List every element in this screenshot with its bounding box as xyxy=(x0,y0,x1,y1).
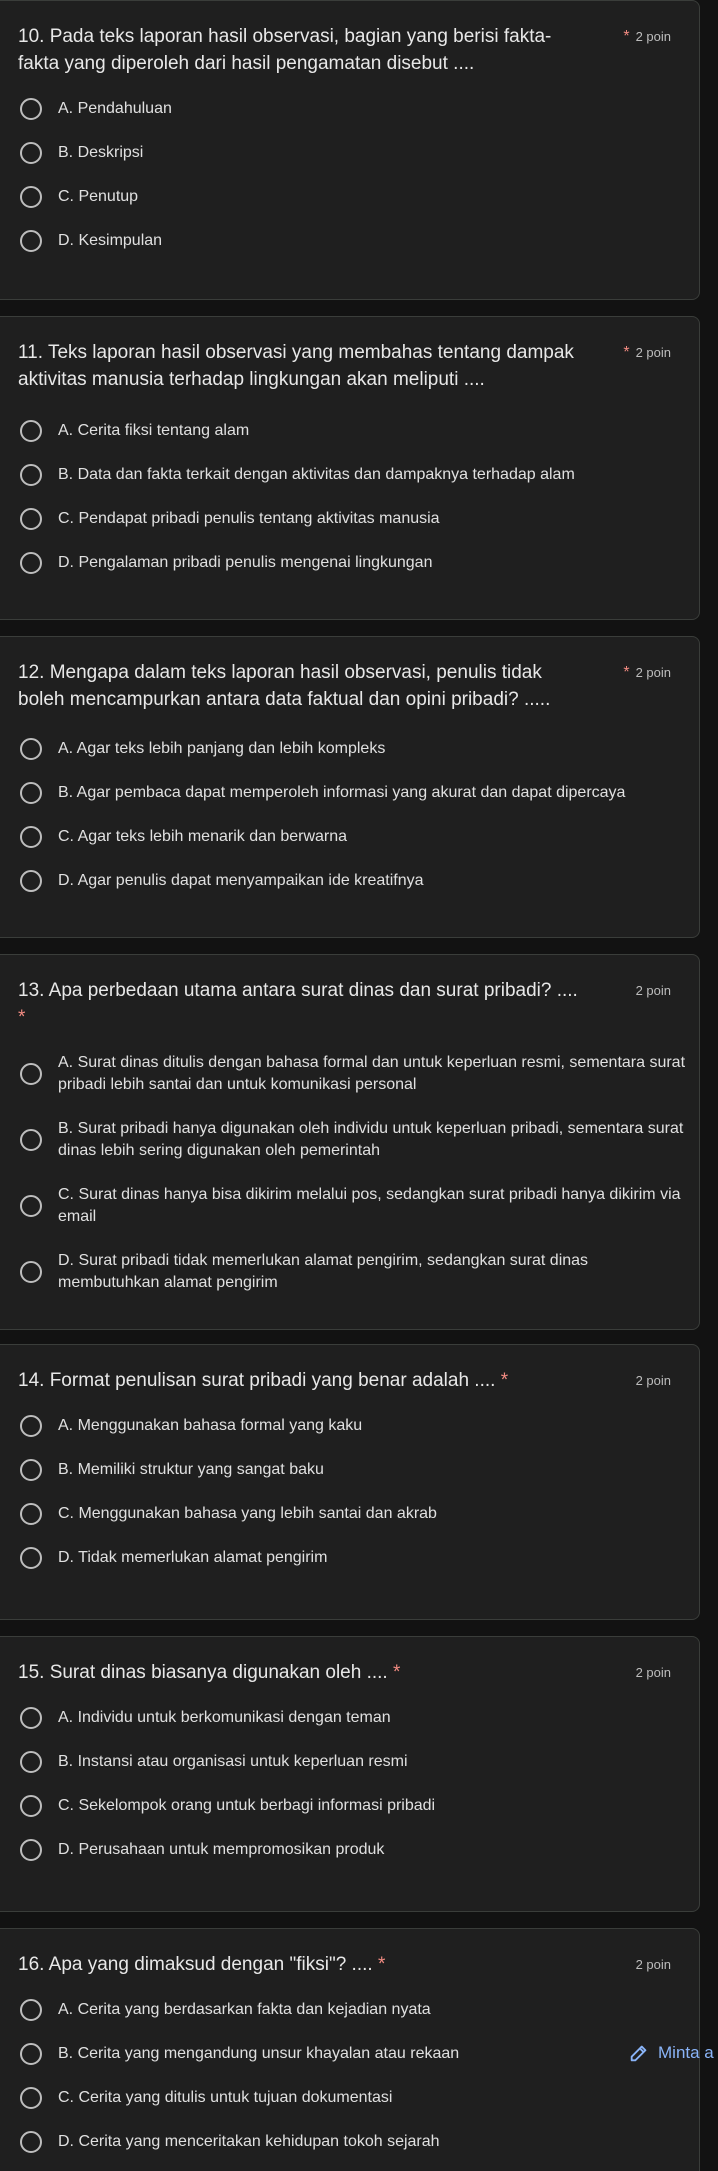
option-13-b[interactable]: B. Surat pribadi hanya digunakan oleh individu untuk keperluan pribadi, sementara surat dinas lebih sering digunakan oleh pemerintah xyxy=(0,1107,699,1173)
radio-icon[interactable] xyxy=(20,1195,42,1217)
option-12-b[interactable]: B. Agar pembaca dapat memperoleh informasi yang akurat dan dapat dipercaya xyxy=(0,771,699,815)
question-card-13 xyxy=(0,954,700,1330)
radio-icon[interactable] xyxy=(20,1063,42,1085)
radio-icon[interactable] xyxy=(20,782,42,804)
radio-icon[interactable] xyxy=(20,98,42,120)
option-13-c[interactable]: C. Surat dinas hanya bisa dikirim melalui pos, sedangkan surat pribadi hanya dikirim via email xyxy=(0,1173,699,1239)
option-10-a[interactable]: A. Pendahuluan xyxy=(0,87,699,131)
option-12-c[interactable]: C. Agar teks lebih menarik dan berwarna xyxy=(0,815,699,859)
radio-icon[interactable] xyxy=(20,2131,42,2153)
radio-icon[interactable] xyxy=(20,1261,42,1283)
radio-icon[interactable] xyxy=(20,1129,42,1151)
question-title-13: 13. Apa perbedaan utama antara surat dinas dan surat pribadi? .... * xyxy=(18,980,578,1028)
question-title-15: 15. Surat dinas biasanya digunakan oleh .... * xyxy=(18,1662,401,1683)
question-card-10 xyxy=(0,0,700,300)
radio-icon[interactable] xyxy=(20,1415,42,1437)
radio-icon[interactable] xyxy=(20,2043,42,2065)
question-card-16 xyxy=(0,1928,700,2171)
radio-icon[interactable] xyxy=(20,1999,42,2021)
option-15-a[interactable]: A. Individu untuk berkomunikasi dengan teman xyxy=(0,1696,699,1740)
option-16-d[interactable]: D. Cerita yang menceritakan kehidupan tokoh sejarah xyxy=(0,2120,699,2164)
option-14-b[interactable]: B. Memiliki struktur yang sangat baku xyxy=(0,1448,699,1492)
option-16-a[interactable]: A. Cerita yang berdasarkan fakta dan kejadian nyata xyxy=(0,1988,699,2032)
radio-icon[interactable] xyxy=(20,142,42,164)
radio-icon[interactable] xyxy=(20,1795,42,1817)
option-11-b[interactable]: B. Data dan fakta terkait dengan aktivitas dan dampaknya terhadap alam xyxy=(0,453,699,497)
question-card-11 xyxy=(0,316,700,620)
radio-icon[interactable] xyxy=(20,420,42,442)
option-11-a[interactable]: A. Cerita fiksi tentang alam xyxy=(0,409,699,453)
option-16-b[interactable]: B. Cerita yang mengandung unsur khayalan atau rekaan xyxy=(0,2032,699,2076)
option-10-b[interactable]: B. Deskripsi xyxy=(0,131,699,175)
question-title-12: 12. Mengapa dalam teks laporan hasil observasi, penulis tidak boleh mencampurkan antara data faktual dan opini pribadi? ..... xyxy=(18,662,551,710)
radio-icon[interactable] xyxy=(20,1459,42,1481)
radio-icon[interactable] xyxy=(20,186,42,208)
question-card-14 xyxy=(0,1344,700,1620)
radio-icon[interactable] xyxy=(20,870,42,892)
ask-button-label: Minta a xyxy=(658,2043,714,2062)
option-16-c[interactable]: C. Cerita yang ditulis untuk tujuan dokumentasi xyxy=(0,2076,699,2120)
option-10-c[interactable]: C. Penutup xyxy=(0,175,699,219)
radio-icon[interactable] xyxy=(20,738,42,760)
option-11-d[interactable]: D. Pengalaman pribadi penulis mengenai lingkungan xyxy=(0,541,699,585)
points-10: * 2 poin xyxy=(623,28,671,45)
option-10-d[interactable]: D. Kesimpulan xyxy=(0,219,699,263)
radio-icon[interactable] xyxy=(20,1839,42,1861)
question-title-16: 16. Apa yang dimaksud dengan "fiksi"? .... * xyxy=(18,1954,386,1975)
option-15-c[interactable]: C. Sekelompok orang untuk berbagi informasi pribadi xyxy=(0,1784,699,1828)
option-11-c[interactable]: C. Pendapat pribadi penulis tentang aktivitas manusia xyxy=(0,497,699,541)
radio-icon[interactable] xyxy=(20,508,42,530)
ask-button[interactable] xyxy=(628,2042,714,2064)
points-11: * 2 poin xyxy=(623,344,671,361)
points-15: 2 poin xyxy=(635,1665,671,1680)
required-mark: * xyxy=(623,28,630,45)
radio-icon[interactable] xyxy=(20,1547,42,1569)
option-14-a[interactable]: A. Menggunakan bahasa formal yang kaku xyxy=(0,1404,699,1448)
option-14-d[interactable]: D. Tidak memerlukan alamat pengirim xyxy=(0,1536,699,1580)
option-14-c[interactable]: C. Menggunakan bahasa yang lebih santai dan akrab xyxy=(0,1492,699,1536)
radio-icon[interactable] xyxy=(20,1503,42,1525)
radio-icon[interactable] xyxy=(20,552,42,574)
question-card-12 xyxy=(0,636,700,938)
question-title-10: 10. Pada teks laporan hasil observasi, bagian yang berisi fakta-fakta yang diperoleh dari hasil pengamatan disebut .... xyxy=(18,26,552,74)
question-title-14: 14. Format penulisan surat pribadi yang benar adalah .... * xyxy=(18,1370,509,1391)
pencil-icon xyxy=(628,2042,650,2064)
option-12-d[interactable]: D. Agar penulis dapat menyampaikan ide kreatifnya xyxy=(0,859,699,903)
option-15-b[interactable]: B. Instansi atau organisasi untuk keperluan resmi xyxy=(0,1740,699,1784)
points-13: 2 poin xyxy=(635,983,671,998)
radio-icon[interactable] xyxy=(20,1707,42,1729)
radio-icon[interactable] xyxy=(20,464,42,486)
radio-icon[interactable] xyxy=(20,230,42,252)
question-card-15 xyxy=(0,1636,700,1912)
points-14: 2 poin xyxy=(635,1373,671,1388)
option-13-a[interactable]: A. Surat dinas ditulis dengan bahasa formal dan untuk keperluan resmi, sementara surat pribadi lebih santai dan untuk komunikasi personal xyxy=(0,1041,699,1107)
option-12-a[interactable]: A. Agar teks lebih panjang dan lebih kompleks xyxy=(0,727,699,771)
points-16: 2 poin xyxy=(635,1957,671,1972)
radio-icon[interactable] xyxy=(20,1751,42,1773)
question-title-11: 11. Teks laporan hasil observasi yang membahas tentang dampak aktivitas manusia terhadap lingkungan akan meliputi .... xyxy=(18,342,574,390)
points-12: * 2 poin xyxy=(623,664,671,681)
radio-icon[interactable] xyxy=(20,826,42,848)
radio-icon[interactable] xyxy=(20,2087,42,2109)
option-13-d[interactable]: D. Surat pribadi tidak memerlukan alamat pengirim, sedangkan surat dinas membutuhkan alamat pengirim xyxy=(0,1239,699,1305)
option-15-d[interactable]: D. Perusahaan untuk mempromosikan produk xyxy=(0,1828,699,1872)
